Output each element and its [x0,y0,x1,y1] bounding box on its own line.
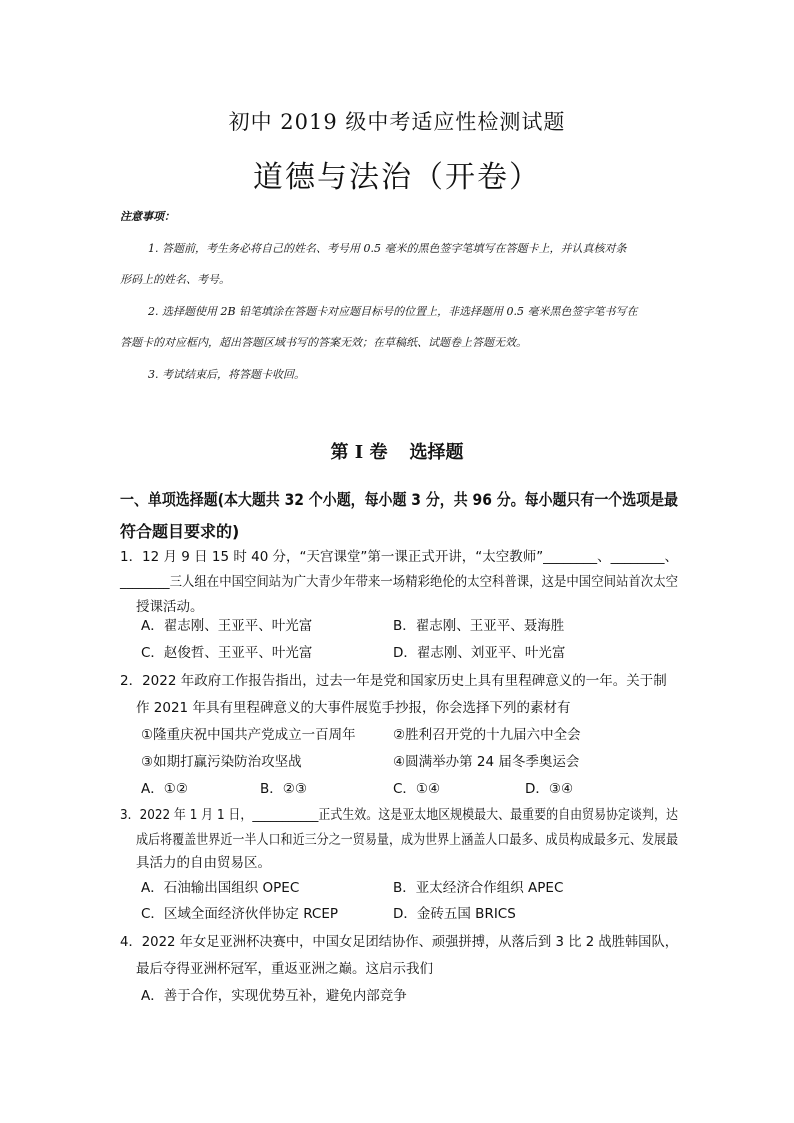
question-4-line-1: 4．2022 年女足亚洲杯决赛中，中国女足团结协作、顽强拼搏，从落后到 3 比 2 战胜韩国队， [120,934,679,950]
question-1-option-d: D．翟志刚、刘亚平、叶光富 [393,645,566,661]
question-2-line-2: 作 2021 年具有里程碑意义的大事件展览手抄报，你会选择下列的素材有 [136,700,571,716]
question-2-statement-2: ②胜利召开党的十九届六中全会 [393,727,581,743]
question-1-option-b: B．翟志刚、王亚平、聂海胜 [393,618,565,634]
note-2-line-2: 答题卡的对应框内，超出答题区域书写的答案无效；在草稿纸、试题卷上答题无效。 [120,336,527,349]
subject-title: 道德与法治（开卷） [253,160,541,195]
question-3-line-1: 3．2022 年 1 月 1 日，___________正式生效。这是亚太地区规模最大、最重要的自由贸易协定谈判，达 [120,807,678,823]
question-2-option-d: D．③④ [525,781,574,797]
note-1-line-1: 1. 答题前，考生务必将自己的姓名、考号用 0.5 毫米的黑色签字笔填写在答题卡上，并认真核对条 [148,242,627,255]
question-4-option-a: A．善于合作，实现优势互补，避免内部竞争 [141,988,407,1004]
question-2-line-1: 2．2022 年政府工作报告指出，过去一年是党和国家历史上具有里程碑意义的一年。关于制 [120,673,667,689]
exam-title: 初中 2019 级中考适应性检测试题 [228,110,566,134]
question-3-option-c: C．区域全面经济伙伴协定 RCEP [141,906,339,922]
note-1-line-2: 形码上的姓名、考号。 [120,273,230,286]
question-2-statement-3: ③如期打赢污染防治攻坚战 [141,754,302,770]
part-1-heading-line-1: 一、单项选择题(本大题共 32 个小题，每小题 3 分，共 96 分。每小题只有一个选项是最 [120,490,678,509]
question-1-line-2: ________三人组在中国空间站为广大青少年带来一场精彩绝伦的太空科普课，这是中国空间站首次太空 [120,574,678,590]
question-3-option-b: B．亚太经济合作组织 APEC [393,880,564,896]
question-2-option-a: A．①② [141,781,188,797]
note-3: 3. 考试结束后，将答题卡收回。 [148,368,305,381]
question-3-option-d: D．金砖五国 BRICS [393,906,516,922]
question-3-option-a: A．石油输出国组织 OPEC [141,880,300,896]
section-name: 选择题 [409,442,464,463]
note-2-line-1: 2. 选择题使用 2B 铅笔填涂在答题卡对应题目标号的位置上，非选择题用 0.5 毫米黑色签字笔书写在 [148,305,638,318]
question-3-line-3: 具活力的自由贸易区。 [136,855,271,871]
question-2-option-c: C．①④ [393,781,441,797]
question-1-option-a: A．翟志刚、王亚平、叶光富 [141,618,313,634]
question-2-option-b: B．②③ [260,781,307,797]
question-1-line-3: 授课活动。 [136,599,204,615]
section-label: 第 I 卷 [330,442,388,463]
question-1-option-c: C．赵俊哲、王亚平、叶光富 [141,645,313,661]
section-heading [0,438,794,464]
question-3-line-2: 成后将覆盖世界近一半人口和近三分之一贸易量，成为世界上涵盖人口最多、成员构成最多元、发展最 [136,832,679,848]
part-1-heading-line-2: 符合题目要求的) [120,522,240,541]
question-4-line-2: 最后夺得亚洲杯冠军，重返亚洲之巅。这启示我们 [136,961,433,977]
question-2-statement-1: ①隆重庆祝中国共产党成立一百周年 [141,727,356,743]
question-2-statement-4: ④圆满举办第 24 届冬季奥运会 [393,754,580,770]
question-1-line-1: 1．12 月 9 日 15 时 40 分，“天宫课堂”第一课正式开讲，“太空教师”________、________、 [120,549,679,565]
notes-heading: 注意事项： [120,210,175,223]
